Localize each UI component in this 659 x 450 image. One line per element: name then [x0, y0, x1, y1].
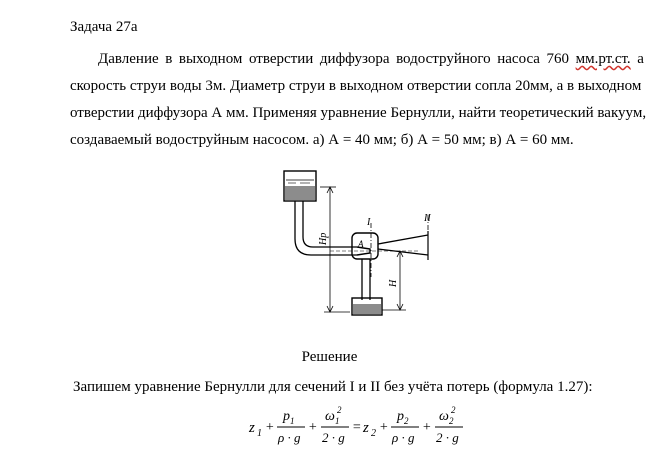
formula-plus: +: [308, 420, 318, 435]
upper-tank: [284, 171, 316, 201]
formula-z2: z: [363, 420, 369, 436]
formula-denominator: 2 · g: [322, 430, 345, 445]
formula-plus: +: [422, 420, 432, 435]
formula-denominator: ρ · g: [392, 430, 415, 445]
word: 760: [546, 51, 570, 67]
formula-p: p: [397, 409, 404, 424]
problem-line-4: создаваемый водоструйным насосом. а) А = 40 мм; б) А = 50 мм; в) А = 60 мм.: [70, 132, 574, 148]
formula-denominator: 2 · g: [436, 430, 459, 445]
unit-spellcheck-underlined: мм.рт.ст.: [575, 51, 631, 67]
label-a: A: [358, 239, 364, 249]
label-section-i: I: [367, 217, 371, 228]
word: диффузора: [319, 51, 390, 67]
formula-sub: 2: [371, 428, 376, 439]
diffuser: [378, 235, 428, 255]
problem-title: Задача 27а: [70, 19, 138, 35]
dimension-hp: [320, 187, 350, 312]
formula-plus: +: [265, 420, 275, 435]
formula-exp: 2: [337, 405, 342, 415]
problem-line-3: отверстии диффузора А мм. Применяя уравнение Бернулли, найти теоретический вакуум,: [70, 105, 647, 121]
formula-plus: +: [379, 420, 389, 435]
word: выходном: [178, 51, 243, 67]
label-hp: Hp: [318, 232, 329, 245]
formula-equals: =: [352, 420, 362, 435]
formula-sub: 1: [290, 416, 295, 426]
formula-sub: 2: [404, 416, 409, 426]
label-h: H: [388, 279, 399, 287]
word: насоса: [497, 51, 540, 67]
bernoulli-equation: [245, 402, 475, 445]
formula-omega: ω: [325, 409, 335, 424]
problem-line-2: скорость струи воды 3м. Диаметр струи в выходном отверстии сопла 20мм, а в выходном: [70, 78, 642, 94]
formula-sub: 1: [335, 416, 340, 426]
word: Давление: [98, 51, 159, 67]
word: водоструйного: [396, 51, 491, 67]
formula-p: p: [283, 409, 290, 424]
supply-pipe: [295, 201, 357, 255]
label-section-ii: II: [424, 213, 431, 224]
formula-sub: 2: [449, 416, 454, 426]
lower-tank: [352, 298, 382, 315]
formula-denominator: ρ · g: [278, 430, 301, 445]
solution-heading: Решение: [301, 349, 358, 365]
word: отверстии: [249, 51, 314, 67]
suction-pipe: [362, 259, 370, 300]
solution-text: Запишем уравнение Бернулли для сечений I и II без учёта потерь (формула 1.27):: [73, 379, 593, 395]
word: а: [637, 51, 644, 67]
formula-omega: ω: [439, 409, 449, 424]
formula-z1: z: [249, 420, 255, 436]
problem-line-1: [98, 50, 644, 68]
formula-exp: 2: [451, 405, 456, 415]
formula-sub: 1: [257, 428, 262, 439]
water-jet-pump-diagram: [270, 165, 440, 317]
word: в: [165, 51, 173, 67]
